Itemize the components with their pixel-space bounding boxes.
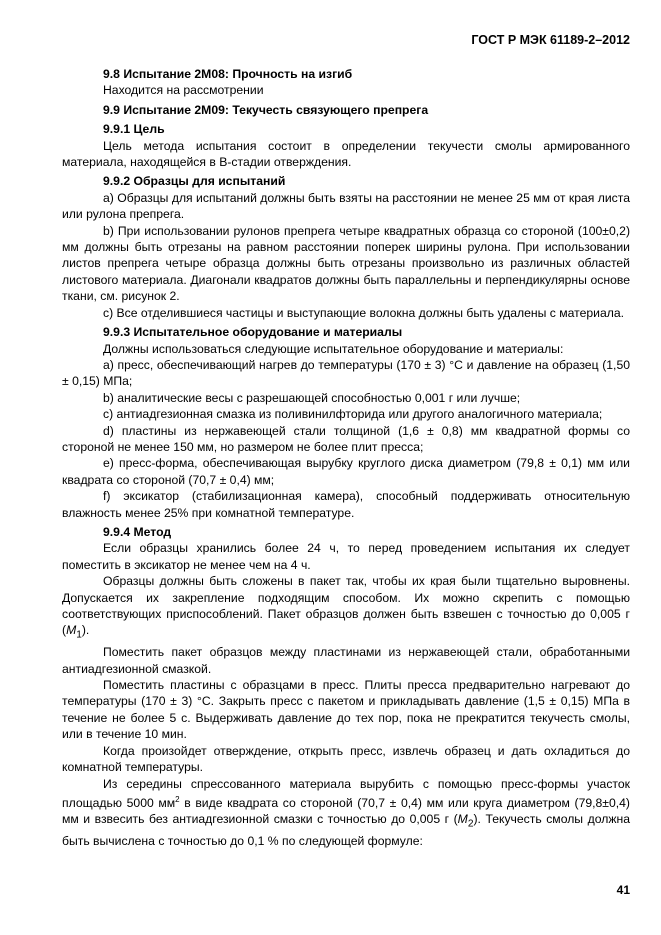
list-item: b) аналитические весы с разрешающей способностью 0,001 г или лучше; (103, 390, 521, 405)
paragraph: Находится на рассмотрении (103, 83, 264, 98)
list-item: f) эксикатор (стабилизационная камера), способный поддерживать относительную влажность менее 25% при комнатной температуре. (62, 489, 630, 520)
paragraph: c) Все отделившиеся частицы и выступающие волокна должны быть удалены с материала. (103, 305, 625, 320)
list-item: e) пресс-форма, обеспечивающая вырубку круглого диска диаметром (79,8 ± 0,1) мм или квадрата со стороной (70,7 ± 0,4) мм; (62, 456, 630, 487)
variable-m2: M (457, 812, 468, 827)
paragraph: Должны использоваться следующие испытательное оборудование и материалы: (103, 341, 564, 356)
page-number: 41 (616, 883, 630, 897)
section-heading: 9.8 Испытание 2М08: Прочность на изгиб (103, 67, 353, 81)
document-body (62, 63, 630, 850)
list-item: a) пресс, обеспечивающий нагрев до температуры (170 ± 3) °С и давление на образец (1,50 ± 0,15) МПа; (62, 357, 630, 389)
variable-m1: M (66, 623, 77, 638)
paragraph: Если образцы хранились более 24 ч, то перед проведением испытания их следует поместить в эксикатор не менее чем на 4 ч. (62, 541, 630, 572)
document-header: ГОСТ Р МЭК 61189-2–2012 (471, 33, 630, 47)
paragraph: Цель метода испытания состоит в определении текучести смолы армированного материала, находящейся в В-стадии отверждения. (62, 138, 630, 170)
paragraph: Поместить пластины с образцами в пресс. Плиты пресса предварительно нагревают до температуры (170 ± 3) °С. Закрыть пресс с пакетом и прикладывать давление (1,5 ± 0,15) МПа в течение не более 5 с. Выдерживать давление до тех пор, пока не прекратится текучесть смолы, или в течение 10 мин. (62, 678, 630, 742)
section-heading: 9.9.4 Метод (103, 524, 172, 539)
paragraph: Когда произойдет отверждение, открыть пресс, извлечь образец и дать охладиться до комнатной температуры. (62, 743, 630, 775)
list-item: d) пластины из нержавеющей стали толщиной (1,6 ± 0,8) мм квадратной формы со стороной не менее 150 мм, но размером не более плит пресса; (62, 423, 630, 454)
list-item: c) антиадгезионная смазка из поливинилфторида или другого аналогичного материала; (103, 407, 603, 422)
paragraph: Из середины спрессованного материала вырубить с помощью пресс-формы участок площадью 5000 $мм^2$ в виде квадрата со стороной (70,7 ± 0,4) мм или круга диаметром (79,8±0,4) мм и взвесить без антиадгезионной смазки с точностью до 0,005 г $(M_2)$. Текучесть смолы должна быть вычислена с точностью до 0,1 % по следующей формуле: (62, 776, 630, 849)
paragraph: b) При использовании рулонов препрега четыре квадратных образца со стороной (100±0,2) мм должны быть отрезаны на равном расстоянии поперек ширины рулона. При использовании листов препрега четыре образца должны быть отрезаны произвольно из различных областей листового материала. Диагонали квадратов должны быть параллельны и перпендикулярны основе ткани, см. рисунок 2. (62, 223, 630, 304)
section-heading: 9.9.3 Испытательное оборудование и материалы (103, 325, 403, 340)
paragraph: Поместить пакет образцов между пластинами из нержавеющей стали, обработанными антиадгезионной смазкой. (62, 645, 630, 676)
paragraph: Образцы должны быть сложены в пакет так, чтобы их края были тщательно выровнены. Допускается их закрепление подходящим способом. Их можно скрепить с помощью соответствующих приспособлений. Пакет образцов должен быть взвешен с точностью до 0,005 г $(M_1)$. (62, 574, 630, 641)
section-heading: 9.9.1 Цель (103, 122, 165, 137)
paragraph: a) Образцы для испытаний должны быть взяты на расстоянии не менее 25 мм от края листа или рулона препрега. (62, 190, 630, 222)
section-heading: 9.9.2 Образцы для испытаний (103, 174, 286, 189)
section-heading: 9.9 Испытание 2М09: Текучесть связующего препрега (103, 102, 429, 117)
